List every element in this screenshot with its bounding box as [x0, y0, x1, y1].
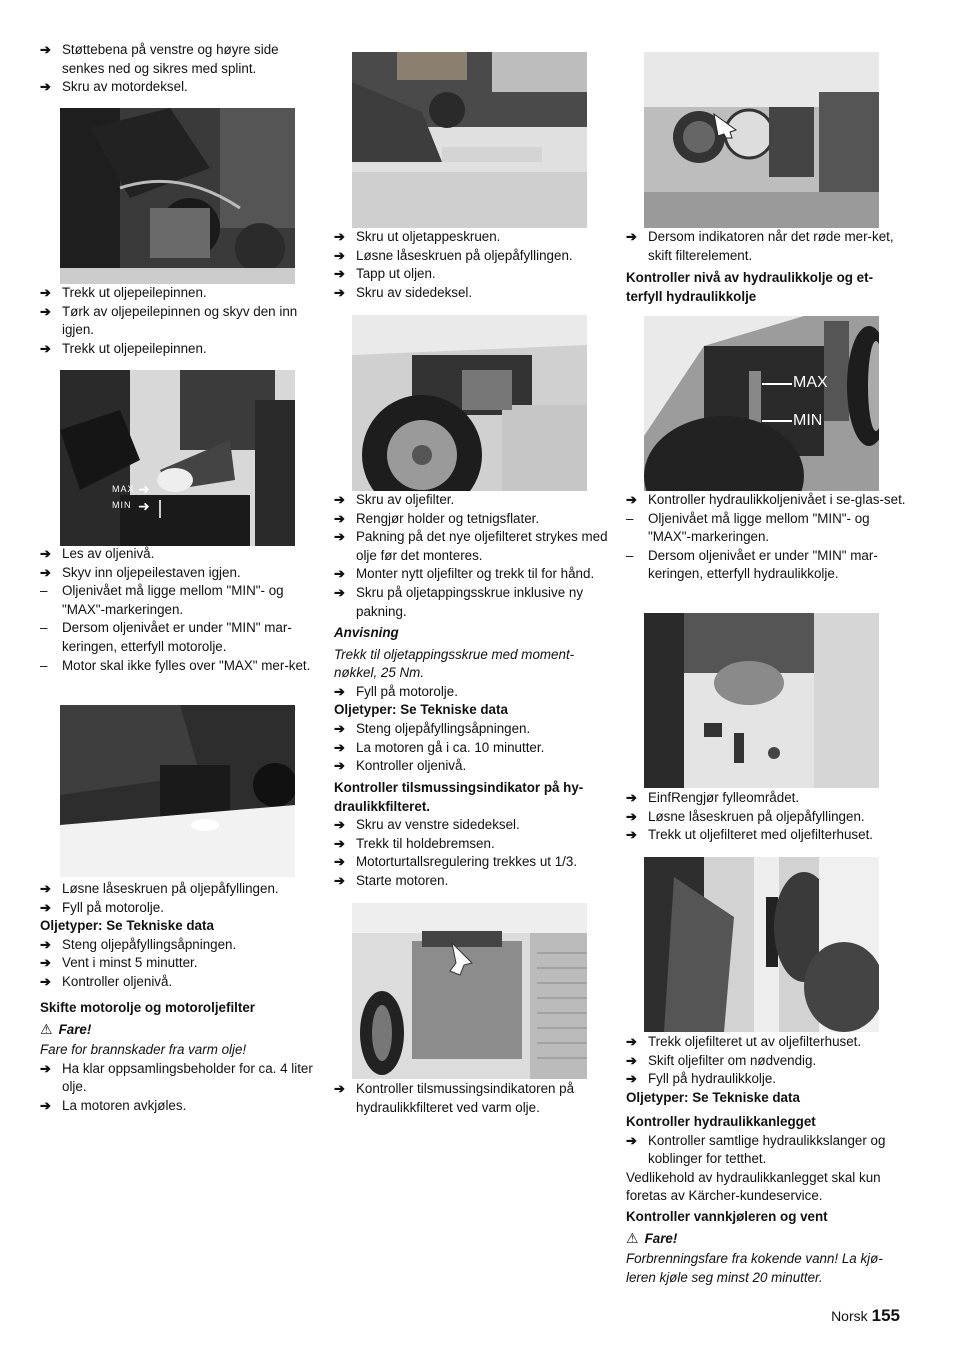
list-item-text: Dersom oljenivået er under "MIN" mar-keringen, etterfyll motorolje. [62, 620, 292, 654]
list-item [40, 1097, 320, 1116]
col2-block3 [334, 683, 614, 776]
list-item-text: Dersom oljenivået er under "MIN" mar-keringen, etterfyll hydraulikkolje. [648, 547, 878, 582]
oil-types-reference: Oljetyper: Se Tekniske data [334, 702, 508, 718]
photo-filling-area [644, 613, 879, 788]
list-item [334, 491, 614, 510]
section-heading-hydraulic-system: Kontroller hydraulikkanlegget [626, 1114, 816, 1129]
list-item [626, 510, 906, 547]
list-item [334, 265, 614, 284]
list-item [334, 853, 614, 872]
sight-glass-max-label: MAX [793, 374, 828, 391]
list-item-text: Trekk ut oljefilteret med oljefilterhuset. [648, 827, 874, 843]
list-item-text: Tapp ut oljen. [356, 266, 436, 282]
dash-bullet-icon: – [40, 620, 48, 636]
arrow-bullet-icon: ➔ [626, 827, 637, 843]
list-item [626, 1132, 906, 1169]
list-item [334, 584, 614, 621]
arrow-bullet-icon: ➔ [40, 1097, 51, 1113]
list-item [334, 872, 614, 891]
list-item [334, 1080, 614, 1117]
arrow-bullet-icon: ➔ [334, 266, 345, 282]
col2-block4 [334, 816, 614, 890]
section-heading-hydraulic-oil-level: Kontroller nivå av hydraulikkolje og et-terfyll hydraulikkolje [626, 270, 874, 304]
list-item [40, 41, 320, 78]
section-heading-change-motor-oil: Skifte motorolje og motoroljefilter [40, 1000, 256, 1015]
arrow-bullet-icon: ➔ [334, 854, 345, 870]
arrow-bullet-icon: ➔ [40, 42, 51, 57]
list-item [40, 303, 320, 340]
arrow-bullet-icon: ➔ [334, 1081, 345, 1096]
list-item [40, 619, 320, 656]
photo-hydraulic-filter [352, 903, 587, 1079]
arrow-bullet-icon: ➔ [40, 285, 51, 300]
list-item [40, 582, 320, 619]
dash-bullet-icon: – [40, 583, 48, 599]
list-item [40, 340, 320, 359]
oil-types-reference: Oljetyper: Se Tekniske data [40, 918, 214, 934]
max-arrow-icon: ➜ [138, 481, 150, 497]
list-item [40, 545, 320, 564]
col2-section [334, 779, 614, 891]
page-footer [831, 1306, 900, 1326]
list-item-text: Skru av oljefilter. [356, 492, 455, 507]
arrow-bullet-icon: ➔ [334, 872, 345, 888]
list-item-text: Starte motoren. [356, 872, 449, 888]
list-item-text: Skru av sidedeksel. [356, 284, 473, 300]
col3-block1 [626, 228, 906, 265]
arrow-bullet-icon: ➔ [40, 564, 51, 580]
arrow-bullet-icon: ➔ [626, 808, 637, 824]
list-item [40, 564, 320, 583]
list-item [626, 1070, 906, 1089]
list-item [334, 816, 614, 835]
col2-block1 [334, 228, 614, 302]
dash-bullet-icon: – [626, 510, 634, 526]
arrow-bullet-icon: ➔ [626, 492, 637, 507]
list-item [626, 228, 906, 265]
list-item-text: Steng oljepåfyllingsåpningen. [62, 936, 237, 952]
list-item-text: Trekk til holdebremsen. [356, 835, 495, 851]
arrow-bullet-icon: ➔ [334, 683, 345, 699]
list-item [626, 547, 906, 584]
photo-sight-glass [644, 316, 879, 491]
list-item [40, 657, 320, 676]
list-item-text: Skru av motordeksel. [62, 79, 188, 95]
col3-block3 [626, 789, 906, 845]
col2-block5 [334, 1080, 614, 1117]
list-item [626, 826, 906, 845]
list-item-text: Kontroller samtlige hydraulikkslanger og koblinger for tetthet. [648, 1132, 886, 1167]
warning-fare: ⚠ Fare! [40, 1020, 92, 1037]
list-item [40, 880, 320, 899]
list-item-text: Les av oljenivå. [62, 546, 155, 561]
col1-block5 [40, 1060, 320, 1116]
min-arrow-icon: ➜ [138, 498, 150, 514]
dash-bullet-icon: – [40, 657, 48, 673]
arrow-bullet-icon: ➔ [334, 510, 345, 526]
col3-block5 [626, 1132, 906, 1206]
list-item [626, 1033, 906, 1052]
list-item [334, 835, 614, 854]
page-number: 155 [871, 1306, 900, 1325]
arrow-bullet-icon: ➔ [40, 899, 51, 915]
list-item-text: Skru ut oljetappeskruen. [356, 229, 501, 244]
list-item-text: Skru av venstre sidedeksel. [356, 817, 520, 833]
sight-glass-min-label: MIN [793, 412, 823, 429]
list-item [334, 510, 614, 529]
arrow-bullet-icon: ➔ [334, 529, 345, 545]
note-label: Anvisning [334, 625, 399, 640]
max-label: MAX [112, 484, 135, 494]
dash-bullet-icon: – [626, 547, 634, 563]
min-label: MIN [112, 500, 132, 510]
arrow-bullet-icon: ➔ [334, 284, 345, 300]
arrow-bullet-icon: ➔ [40, 546, 51, 561]
arrow-bullet-icon: ➔ [40, 881, 51, 896]
col3-block4 [626, 1033, 906, 1107]
arrow-bullet-icon: ➔ [626, 1052, 637, 1068]
arrow-bullet-icon: ➔ [626, 229, 637, 244]
arrow-bullet-icon: ➔ [626, 1071, 637, 1087]
col3-section3 [626, 1208, 906, 1287]
list-item-text: Løsne låseskruen på oljepåfyllingen. [356, 247, 573, 263]
list-item-text: Oljenivået må ligge mellom "MIN"- og "MAX"-markeringen. [648, 510, 870, 545]
list-item [334, 284, 614, 303]
arrow-bullet-icon: ➔ [40, 1060, 51, 1076]
col1-block4 [40, 880, 320, 992]
list-item-text: Trekk ut oljepeilepinnen. [62, 340, 207, 356]
arrow-bullet-icon: ➔ [40, 936, 51, 952]
arrow-bullet-icon: ➔ [626, 1132, 637, 1148]
list-item-text: Fyll på motorolje. [356, 683, 458, 699]
arrow-bullet-icon: ➔ [334, 739, 345, 755]
list-item-text: Skyv inn oljepeilestaven igjen. [62, 564, 241, 580]
list-item [40, 954, 320, 973]
arrow-bullet-icon: ➔ [40, 340, 51, 356]
list-item-text: Steng oljepåfyllingsåpningen. [356, 720, 531, 736]
warning-triangle-icon: ⚠ [626, 1229, 639, 1246]
arrow-bullet-icon: ➔ [334, 229, 345, 244]
list-item [334, 565, 614, 584]
arrow-bullet-icon: ➔ [626, 1034, 637, 1049]
list-item-text: Støttebena på venstre og høyre side senkes ned og sikres med splint. [62, 42, 279, 76]
warning-triangle-icon: ⚠ [40, 1020, 53, 1037]
list-item-text: Tørk av oljepeilepinnen og skyv den inn igjen. [62, 303, 298, 338]
photo-filter-indicator [644, 52, 879, 228]
list-item-text: Monter nytt oljefilter og trekk til for hånd. [356, 566, 595, 582]
list-item-text: Pakning på det nye oljefilteret strykes med olje før det monteres. [356, 529, 608, 563]
list-item-text: Løsne låseskruen på oljepåfyllingen. [62, 881, 279, 896]
arrow-bullet-icon: ➔ [334, 247, 345, 263]
list-item [626, 1052, 906, 1071]
list-item-text: Kontroller oljenivå. [356, 758, 467, 774]
list-item-text: Dersom indikatoren når det røde mer-ket, skift filterelement. [648, 229, 894, 263]
list-item [40, 78, 320, 97]
list-item [40, 284, 320, 303]
list-item-text: Kontroller oljenivå. [62, 973, 173, 989]
col3-section-heading [626, 269, 906, 306]
list-item-text: Motorturtallsregulering trekkes ut 1/3. [356, 854, 578, 870]
col1-block3 [40, 545, 320, 675]
section-heading-filter-indicator: Kontroller tilsmussingsindikator på hy-draulikkfilteret. [334, 780, 584, 814]
list-item [334, 247, 614, 266]
list-item-text: Skru på oljetappingsskrue inklusive ny pakning. [356, 584, 584, 619]
list-item [40, 973, 320, 992]
list-item-text: Trekk ut oljepeilepinnen. [62, 285, 207, 300]
list-item-text: Motor skal ikke fylles over "MAX" mer-ket. [62, 657, 311, 673]
photo-oil-filter-housing [644, 857, 879, 1032]
note-text: Trekk til oljetappingsskrue med moment-nøkkel, 25 Nm. [334, 646, 575, 681]
warning-text-2: Forbrenningsfare fra kokende vann! La kjø-leren kjøle seg minst 20 minutter. [626, 1251, 883, 1285]
photo-dipstick [60, 370, 295, 546]
arrow-bullet-icon: ➔ [40, 973, 51, 989]
arrow-bullet-icon: ➔ [334, 817, 345, 833]
list-item-text: Ha klar oppsamlingsbeholder for ca. 4 liter olje. [62, 1060, 313, 1095]
list-item [334, 757, 614, 776]
list-item [334, 528, 614, 565]
list-item [334, 228, 614, 247]
col1-section [40, 999, 320, 1116]
arrow-bullet-icon: ➔ [334, 835, 345, 851]
arrow-bullet-icon: ➔ [334, 566, 345, 582]
list-item [626, 789, 906, 808]
list-item-text: EinfRengjør fylleområdet. [648, 790, 800, 805]
photo-oil-drain [352, 52, 587, 228]
footer-language: Norsk [831, 1308, 868, 1324]
list-item-text: Rengjør holder og tetnigsflater. [356, 510, 540, 526]
arrow-bullet-icon: ➔ [40, 79, 51, 95]
list-item [334, 720, 614, 739]
list-item-text: Kontroller tilsmussingsindikatoren på hydraulikkfilteret ved varm olje. [356, 1081, 575, 1115]
list-item-text: Trekk oljefilteret ut av oljefilterhuset. [648, 1034, 862, 1049]
col3-block2 [626, 491, 906, 584]
photo-engine-compartment [60, 108, 295, 284]
warning-fare-2: ⚠ Fare! [626, 1229, 678, 1246]
arrow-bullet-icon: ➔ [40, 955, 51, 971]
arrow-bullet-icon: ➔ [334, 584, 345, 600]
col1-block1 [40, 41, 320, 97]
arrow-bullet-icon: ➔ [40, 303, 51, 319]
warning-text: Fare for brannskader fra varm olje! [40, 1042, 247, 1058]
list-item-text: La motoren gå i ca. 10 minutter. [356, 739, 545, 755]
oil-types-reference: Oljetyper: Se Tekniske data [626, 1089, 800, 1105]
list-item-text: Kontroller hydraulikkoljenivået i se-glas-set. [648, 492, 906, 507]
col2-block2 [334, 491, 614, 621]
list-item-text: Vent i minst 5 minutter. [62, 955, 198, 971]
list-item [626, 491, 906, 510]
list-item-text: Oljenivået må ligge mellom "MIN"- og "MAX"-markeringen. [62, 583, 284, 617]
sight-glass-max-line [762, 383, 792, 385]
list-item [40, 1060, 320, 1097]
photo-oil-filter-wheel [352, 315, 587, 491]
arrow-bullet-icon: ➔ [334, 492, 345, 507]
sight-glass-min-line [762, 420, 792, 422]
arrow-bullet-icon: ➔ [626, 790, 637, 805]
col2-note [334, 624, 614, 776]
paragraph: Vedlikehold av hydraulikkanlegget skal kun foretas av Kärcher-kundeservice. [626, 1169, 881, 1204]
list-item-text: La motoren avkjøles. [62, 1097, 187, 1113]
photo-oil-filling [60, 705, 295, 877]
list-item [40, 936, 320, 955]
arrow-bullet-icon: ➔ [334, 758, 345, 774]
list-item [40, 899, 320, 918]
list-item-text: Skift oljefilter om nødvendig. [648, 1052, 817, 1068]
list-item [334, 683, 614, 702]
list-item [334, 739, 614, 758]
arrow-bullet-icon: ➔ [334, 720, 345, 736]
list-item-text: Fyll på motorolje. [62, 899, 164, 915]
col3-section2 [626, 1113, 906, 1206]
list-item-text: Fyll på hydraulikkolje. [648, 1071, 777, 1087]
section-heading-water-cooler: Kontroller vannkjøleren og vent [626, 1209, 828, 1224]
list-item-text: Løsne låseskruen på oljepåfyllingen. [648, 808, 865, 824]
col1-block2 [40, 284, 320, 358]
list-item [626, 808, 906, 827]
